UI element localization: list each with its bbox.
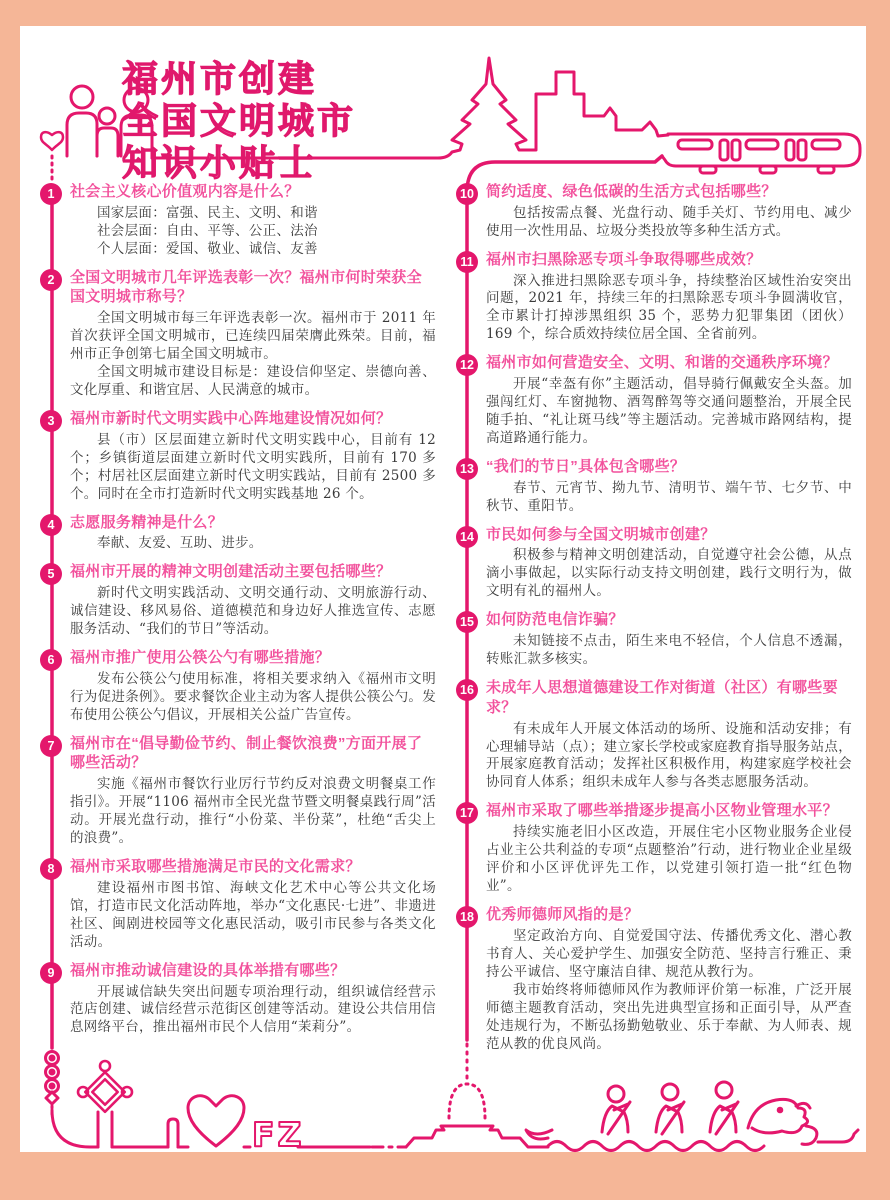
answer-text (486, 824, 852, 896)
answer-paragraph: 社会层面：自由、平等、公正、法治 (97, 222, 318, 239)
qa-item (40, 409, 436, 504)
question-text: 福州市推广使用公筷公勺有哪些措施？ (70, 649, 331, 667)
qa-item (40, 734, 436, 848)
question-number-badge: 9 (40, 962, 62, 984)
question-number-badge: 14 (456, 526, 478, 548)
question-text: 优秀师德师风指的是？ (486, 906, 640, 923)
question-text: 简约适度、绿色低碳的生活方式包括哪些？ (486, 183, 777, 200)
question-number-badge: 3 (40, 410, 62, 432)
question-text: 福州市在“倡导勤俭节约、制止餐饮浪费”方面开展了哪些活动？ (70, 734, 423, 772)
question-number-column (40, 409, 70, 504)
qa-item (456, 678, 852, 792)
answer-paragraph: 春节、元宵节、拗九节、清明节、端午节、七夕节、中秋节、重阳节。 (486, 479, 852, 514)
question-number-column (40, 513, 70, 554)
answer-paragraph: 积极参与精神文明创建活动，自觉遵守社会公德，从点滴小事做起，以实际行动支持文明创建，践行文明行为，做文明有礼的福州人。 (486, 547, 852, 600)
qa-body (70, 857, 436, 952)
question-number-column (40, 734, 70, 848)
page-title-line-2: 全国文明城市 (122, 99, 357, 141)
answer-paragraph: 新时代文明实践活动、文明交通行动、文明旅游行动、诚信建设、移风易俗、道德模范和身边好人推选宣传、志愿服务活动、“我们的节日”等活动。 (70, 585, 436, 638)
answer-text (486, 205, 852, 241)
answer-paragraph: 发布公筷公勺使用标准，将相关要求纳入《福州市文明行为促进条例》。要求餐饮企业主动为客人提供公筷公勺。发布使用公筷公勺倡议，开展相关公益广告宣传。 (70, 670, 436, 723)
question-number-badge: 15 (456, 611, 478, 633)
question-text: 市民如何参与全国文明城市创建？ (486, 525, 716, 543)
question-number-badge: 2 (40, 269, 62, 291)
qa-body (486, 250, 852, 345)
qa-item (40, 562, 436, 639)
svg-text:FZ: FZ (252, 1115, 305, 1154)
answer-text (70, 776, 436, 848)
answer-paragraph: 奉献、友爱、互助、进步。 (97, 535, 263, 552)
question-number-badge: 16 (456, 679, 478, 701)
answer-text (70, 671, 436, 725)
qa-item (40, 268, 436, 400)
question-number-column (456, 525, 486, 602)
qa-body (70, 268, 436, 400)
question-number-badge: 18 (456, 906, 478, 928)
answer-text (70, 585, 436, 639)
question-text: 未成年人思想道德建设工作对街道（社区）有哪些要求？ (486, 678, 838, 716)
question-text: 志愿服务精神是什么？ (70, 513, 224, 531)
qa-item (456, 457, 852, 516)
answer-paragraph: 全国文明城市建设目标是：建设信仰坚定、崇德向善、文化厚重、和谐宜居、人民满意的城市。 (70, 364, 436, 399)
answer-paragraph: 开展“幸盔有你”主题活动，倡导骑行佩戴安全头盔。加强闯红灯、车窗抛物、酒驾醉驾等交通问题整治，开展全民随手拍、“礼让斑马线”等主题活动。完善城市路网结构，提高道路通行能力。 (486, 376, 852, 446)
qa-body (70, 182, 436, 259)
question-number-column (456, 678, 486, 792)
question-number-column (40, 182, 70, 259)
question-number-badge: 13 (456, 458, 478, 480)
qa-item (40, 961, 436, 1038)
qa-item (456, 905, 852, 1053)
question-text: 如何防范电信诈骗？ (486, 611, 624, 629)
question-number-badge: 12 (456, 354, 478, 376)
qa-body (486, 525, 852, 602)
qa-column-left (40, 182, 436, 1062)
qa-body (70, 513, 436, 554)
answer-paragraph: 未知链接不点击，陌生来电不轻信，个人信息不透漏，转账汇款多核实。 (486, 633, 852, 668)
question-number-column (40, 857, 70, 952)
answer-text (70, 880, 436, 952)
answer-paragraph: 深入推进扫黑除恶专项斗争，持续整治区域性治安突出问题，2021 年，持续三年的扫黑除恶专项斗争圆满收官，全市累计打掉涉黑组织 35 个，恶势力犯罪集团（团伙）169 个，综合质效持续位居全国、全省前列。 (486, 272, 852, 343)
question-number-column (40, 648, 70, 725)
question-text: 福州市采取了哪些举措逐步提高小区物业管理水平？ (486, 802, 838, 820)
question-number-badge: 11 (456, 251, 478, 273)
question-number-column (456, 353, 486, 448)
qa-body (486, 457, 852, 516)
qa-item (456, 353, 852, 448)
question-number-badge: 5 (40, 563, 62, 585)
question-number-column (456, 182, 486, 241)
answer-text (70, 535, 436, 553)
qa-content (40, 182, 852, 1062)
qa-body (486, 610, 852, 669)
question-number-badge: 10 (456, 183, 478, 205)
title-block (122, 58, 356, 183)
answer-paragraph: 包括按需点餐、光盘行动、随手关灯、节约用电、减少使用一次性用品、垃圾分类投放等多种生活方式。 (486, 204, 852, 239)
question-text: 福州市开展的精神文明创建活动主要包括哪些？ (70, 563, 392, 581)
answer-paragraph: 国家层面：富强、民主、文明、和谐 (97, 204, 318, 221)
answer-text (70, 984, 436, 1038)
qa-body (70, 409, 436, 504)
answer-text (70, 205, 436, 259)
answer-paragraph: 我市始终将师德师风作为教师评价第一标准，广泛开展师德主题教育活动，突出先进典型宣扬和正面引导，从严查处违规行为，不断弘扬勤勉敬业、乐于奉献、为人师表、规范从教的优良风尚。 (486, 981, 852, 1052)
qa-column-right (456, 182, 852, 1062)
qa-item (456, 182, 852, 241)
question-number-badge: 6 (40, 649, 62, 671)
page-title-line-3: 知识小贴士 (122, 141, 318, 183)
answer-text (70, 432, 436, 504)
question-number-badge: 7 (40, 735, 62, 757)
answer-paragraph: 开展诚信缺失突出问题专项治理行动，组织诚信经营示范店创建、诚信经营示范街区创建等活动。建设公共信用信息网络平台，推出福州市民个人信用“茉莉分”。 (70, 983, 436, 1036)
qa-item (40, 182, 436, 259)
question-number-column (40, 562, 70, 639)
question-number-column (456, 457, 486, 516)
answer-paragraph: 个人层面：爱国、敬业、诚信、友善 (97, 240, 318, 257)
answer-text (486, 273, 852, 345)
question-text: 福州市采取哪些措施满足市民的文化需求？ (70, 858, 361, 876)
answer-paragraph: 持续实施老旧小区改造，开展住宅小区物业服务企业侵占业主公共利益的专项“点题整治”行动，进行物业企业星级评价和小区评优评先工作，以党建引领打造一批“红色物业”。 (486, 824, 852, 895)
qa-body (486, 801, 852, 896)
qa-item (40, 857, 436, 952)
question-number-badge: 17 (456, 802, 478, 824)
answer-text (70, 310, 436, 400)
answer-text (486, 376, 852, 448)
question-number-column (456, 250, 486, 345)
question-number-badge: 4 (40, 514, 62, 536)
qa-body (486, 353, 852, 448)
qa-body (486, 905, 852, 1053)
question-text: 福州市推动诚信建设的具体举措有哪些？ (70, 961, 346, 979)
qa-item (40, 513, 436, 554)
question-number-badge: 8 (40, 858, 62, 880)
answer-paragraph: 全国文明城市每三年评选表彰一次。福州市于 2011 年首次获评全国文明城市，已连续四届荣膺此殊荣。目前，福州市正争创第七届全国文明城市。 (70, 310, 436, 363)
question-number-badge: 1 (40, 183, 62, 205)
qa-body (70, 734, 436, 848)
question-number-column (456, 905, 486, 1053)
question-text: 福州市如何营造安全、文明、和谐的交通秩序环境？ (486, 354, 838, 372)
answer-text (486, 480, 852, 516)
question-number-column (456, 610, 486, 669)
question-text: 全国文明城市几年评选表彰一次？福州市何时荣获全国文明城市称号？ (70, 268, 422, 306)
qa-item (456, 250, 852, 345)
question-text: 福州市新时代文明实践中心阵地建设情况如何？ (70, 410, 392, 428)
answer-text (486, 928, 852, 1054)
qa-item (456, 610, 852, 669)
question-text: “我们的节日”具体包含哪些？ (486, 457, 686, 475)
answer-paragraph: 坚定政治方向、自觉爱国守法、传播优秀文化、潜心教书育人、关心爱护学生、加强安全防范、坚持言行雅正、秉持公平诚信、坚守廉洁自律、规范从教行为。 (486, 927, 852, 980)
qa-body (486, 182, 852, 241)
question-number-column (40, 268, 70, 400)
question-number-column (456, 801, 486, 896)
answer-text (486, 547, 852, 601)
qa-body (70, 961, 436, 1038)
answer-paragraph: 建设福州市图书馆、海峡文化艺术中心等公共文化场馆，打造市民文化活动阵地，举办“文化惠民·七进”、非遗进社区、闽剧进校园等文化惠民活动，吸引市民参与各类文化活动。 (70, 879, 436, 950)
qa-item (40, 648, 436, 725)
question-number-column (40, 961, 70, 1038)
qa-item (456, 801, 852, 896)
qa-item (456, 525, 852, 602)
answer-paragraph: 县（市）区层面建立新时代文明实践中心，目前有 12 个；乡镇街道层面建立新时代文明实践所，目前有 170 多个；村居社区层面建立新时代文明实践站，目前有 2500 多个。同时在全市打造新时代文明实践基地 26 个。 (70, 431, 436, 502)
question-text: 社会主义核心价值观内容是什么？ (70, 183, 300, 200)
answer-paragraph: 有未成年人开展文体活动的场所、设施和活动安排；有心理辅导站（点）；建立家长学校或家庭教育指导服务站点，开展家庭教育活动；发挥社区积极作用，构建家庭学校社会协同育人体系；组织未成年人参与各类志愿服务活动。 (486, 720, 852, 791)
qa-body (486, 678, 852, 792)
answer-text (486, 721, 852, 793)
page-title-line-1: 福州市创建 (122, 58, 318, 99)
answer-text (486, 633, 852, 669)
answer-paragraph: 实施《福州市餐饮行业厉行节约反对浪费文明餐桌工作指引》。开展“1106 福州市全民光盘节暨文明餐桌践行周”活动。开展光盘行动，推行“小份菜、半份菜”，杜绝“舌尖上的浪费”。 (70, 776, 436, 847)
question-text: 福州市扫黑除恶专项斗争取得哪些成效？ (486, 250, 762, 268)
qa-body (70, 562, 436, 639)
qa-body (70, 648, 436, 725)
